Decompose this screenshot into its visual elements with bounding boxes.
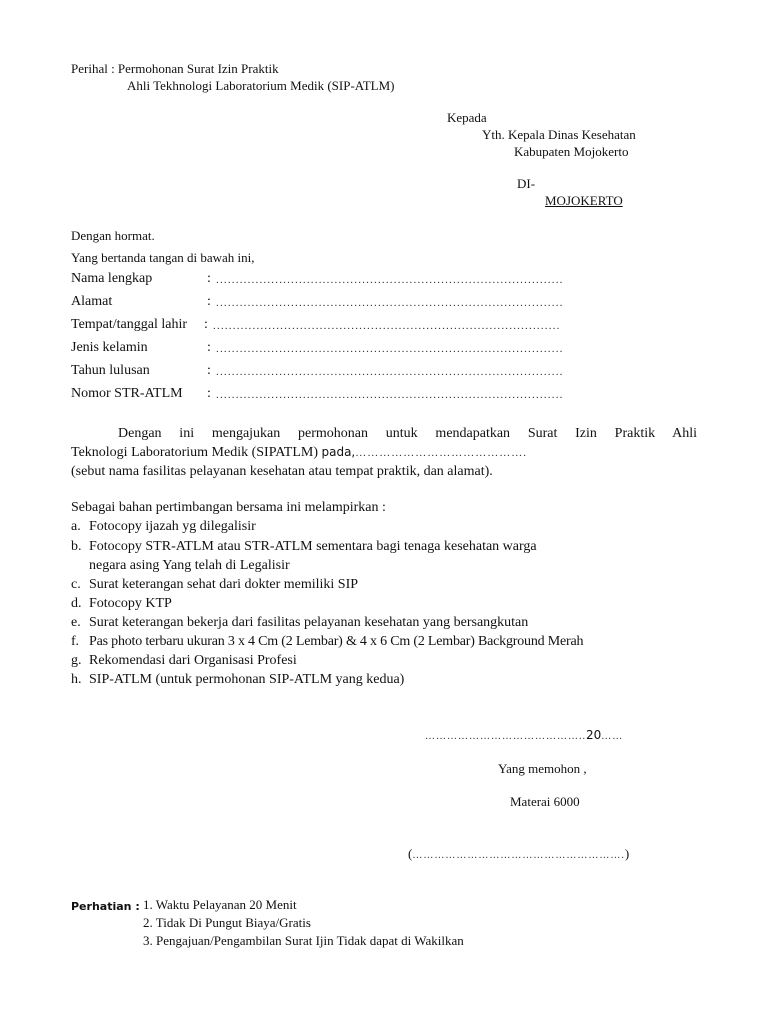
field-dots[interactable]: ........................................................................................ <box>216 366 564 378</box>
field-label: Jenis kelamin <box>71 340 148 355</box>
date-line <box>425 726 623 744</box>
recipient-title: Yth. Kepala Dinas Kesehatan <box>482 127 636 142</box>
list-item-text: Fotocopy KTP <box>89 596 172 611</box>
field-colon: : <box>207 340 211 355</box>
attachments-intro: Sebagai bahan pertimbangan bersama ini melampirkan : <box>71 500 386 515</box>
field-colon: : <box>207 386 211 401</box>
field-dots[interactable]: ........................................................................................ <box>216 297 564 309</box>
subject-line-2: Ahli Tekhnologi Laboratorium Medik (SIP-ATLM) <box>127 78 395 93</box>
request-line-3: (sebut nama fasilitas pelayanan kesehatan atau tempat praktik, dan alamat). <box>71 464 493 479</box>
date-year: 20 <box>586 728 602 742</box>
list-item-letter: g. <box>71 653 82 668</box>
list-item-text: Fotocopy ijazah yg dilegalisir <box>89 519 256 534</box>
field-dots[interactable]: ........................................................................................ <box>213 320 561 332</box>
list-item-text: Surat keterangan sehat dari dokter memiliki SIP <box>89 577 359 592</box>
recipient-to: Kepada <box>447 110 487 125</box>
list-item-letter: a. <box>71 519 81 534</box>
year-dots[interactable]: …… <box>601 731 624 742</box>
note-item: 3. Pengajuan/Pengambilan Surat Ijin Tidak dapat di Wakilkan <box>143 933 464 948</box>
field-label: Nama lengkap <box>71 271 153 286</box>
field-label: Tempat/tanggal lahir <box>71 317 188 332</box>
facility-dots[interactable]: ……………………………………. <box>355 447 527 459</box>
date-dots[interactable]: …………………………………….. <box>425 731 586 742</box>
subject-line-1: Perihal : Permohonan Surat Izin Praktik <box>71 61 279 76</box>
field-colon: : <box>204 317 208 332</box>
greeting: Dengan hormat. <box>71 228 155 243</box>
list-item <box>71 672 404 688</box>
list-item-letter: f. <box>71 634 79 649</box>
field-colon: : <box>207 363 211 378</box>
signature-name-dots[interactable]: …………………………………………………. <box>412 850 625 861</box>
list-item-continuation: negara asing Yang telah di Legalisir <box>89 558 290 573</box>
list-item-text: Surat keterangan bekerja dari fasilitas pelayanan kesehatan yang bersangkutan <box>89 615 529 630</box>
field-colon: : <box>207 294 211 309</box>
list-item <box>71 596 172 612</box>
list-item-letter: e. <box>71 615 81 630</box>
note-item: 1. Waktu Pelayanan 20 Menit <box>143 897 297 912</box>
list-item <box>71 634 583 650</box>
list-item-text: Rekomendasi dari Organisasi Profesi <box>89 653 297 668</box>
signature-name-line <box>408 846 629 862</box>
field-colon: : <box>207 271 211 286</box>
list-item-letter: d. <box>71 596 82 611</box>
notes-label: Perhatian : <box>71 900 140 913</box>
list-item <box>71 653 297 669</box>
recipient-di: DI- <box>517 176 536 191</box>
list-item-text: Pas photo terbaru ukuran 3 x 4 Cm (2 Lembar) & 4 x 6 Cm (2 Lembar) Background Merah <box>89 634 584 649</box>
list-item-text: SIP-ATLM (untuk permohonan SIP-ATLM yang kedua) <box>89 672 405 687</box>
list-item-letter: c. <box>71 577 81 592</box>
applicant-label: Yang memohon , <box>498 761 587 776</box>
request-line-1: Dengan ini mengajukan permohonan untuk mendapatkan Surat Izin Praktik Ahli <box>118 426 697 441</box>
intro-text: Yang bertanda tangan di bawah ini, <box>71 250 255 265</box>
recipient-city: MOJOKERTO <box>545 193 623 208</box>
list-item-letter: b. <box>71 539 82 554</box>
list-item-text: Fotocopy STR-ATLM atau STR-ATLM sementara bagi tenaga kesehatan warga <box>89 539 537 554</box>
request-line-2-text: Teknologi Laboratorium Medik (SIPATLM) <box>71 445 318 460</box>
field-dots[interactable]: ........................................................................................ <box>216 389 564 401</box>
field-label: Tahun lulusan <box>71 363 150 378</box>
request-line-2 <box>71 445 527 461</box>
request-line-2-pada: pada, <box>321 445 356 459</box>
list-item <box>71 577 358 593</box>
list-item <box>71 539 537 555</box>
paren-close: ) <box>624 846 630 861</box>
field-label: Nomor STR-ATLM <box>71 386 183 401</box>
note-item: 2. Tidak Di Pungut Biaya/Gratis <box>143 915 311 930</box>
field-dots[interactable]: ........................................................................................ <box>216 274 564 286</box>
paren-open: ( <box>408 846 413 861</box>
list-item-letter: h. <box>71 672 82 687</box>
list-item <box>71 519 256 535</box>
field-dots[interactable]: ........................................................................................ <box>216 343 564 355</box>
field-label: Alamat <box>71 294 113 309</box>
list-item <box>71 615 528 631</box>
recipient-region: Kabupaten Mojokerto <box>514 144 629 159</box>
stamp-label: Materai 6000 <box>510 794 580 809</box>
